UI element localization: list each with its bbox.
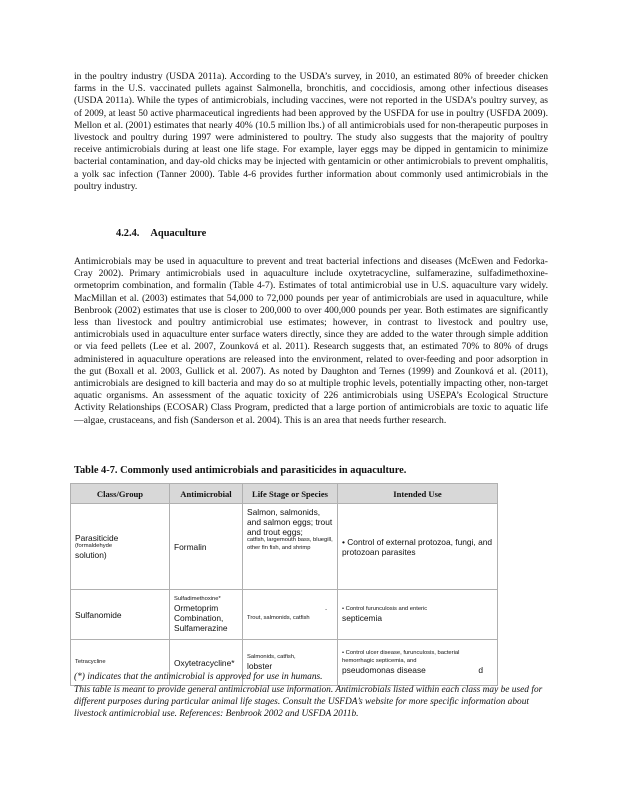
antimicrobial-name: Ormetoprim Combination, Sulfamerazine xyxy=(174,603,228,634)
cell-class xyxy=(71,504,170,590)
cell-antimicrobial xyxy=(170,590,243,640)
use-text: septicemia xyxy=(342,613,383,624)
species-main: Salmon, salmonids, and salmon eggs; trout and trout eggs; xyxy=(247,507,333,537)
body-paragraph-poultry: in the poultry industry (USDA 2011a). According to the USDA’s survey, in 2010, an estimated 80% of breeder chicken farms in the U.S. vaccinated pullets against Salmonella, bronchitis, and coccidiosis, among other infectious diseases (USDA 2011a). While the types of antimicrobials, including vaccines, were not reported in the USDA’s poultry survey, as of 2009, at least 50 active pharmaceutical ingredients had been approved by the USFDA for use in poultry (USFDA 2009). Mellon et al. (2001) estimates that nearly 40% (10.5 million lbs.) of all antimicrobials used for non-therapeutic purposes in livestock and poultry during 1997 were administered to poultry. The study also suggests that the majority of poultry receive antimicrobials during at least one life stage. For example, layer eggs may be dipped in gentamicin to minimize bacterial contamination, and day-old chicks may be injected with gentamicin or other antimicrobials to prevent omphalitis, a yolk sac infection (Tanner 2000). Table 4-6 provides further information about commonly used antimicrobials in the poultry industry. xyxy=(74,71,548,192)
species-dash: - xyxy=(325,606,327,613)
cell-class xyxy=(71,590,170,640)
species-small: Salmonids, catfish, xyxy=(247,653,296,660)
use-text-main: pseudomonas disease xyxy=(342,665,426,676)
species-small: Trout, salmonids, catfish xyxy=(247,614,310,621)
section-number: 4.2.4. xyxy=(116,228,140,239)
table-row xyxy=(71,504,498,590)
body-paragraph-aquaculture: Antimicrobials may be used in aquaculture to prevent and treat bacterial infections and diseases (McEwen and Fedorka-Cray 2002). Primary antimicrobials used in aquaculture include oxytetracycline, sulfamerazine, sulfadimethoxine-ormetoprim combination, and formalin (Table 4-7). Estimates of total antimicrobial use in U.S. aquaculture vary widely. MacMillan et al. (2003) estimates that 54,000 to 72,000 pounds per year of antimicrobials are used in aquaculture, while Benbrook (2002) estimates that use is closer to 200,000 to over 400,000 pounds per year. Both estimates are significantly less than livestock and poultry antimicrobial use estimates; however, in contrast to livestock and poultry use, antimicrobials used in aquaculture enter surface waters directly, since they are added to the water through simple addition or via feed pellets (Lee et al. 2007, Zounková et al. 2011). Research suggests that, an estimated 70% to 80% of drugs administered in aquaculture operations are released into the environment, related to over-feeding and poor adsorption in the gut (Boxall et al. 2003, Gullick et al. 2007). As noted by Daughton and Ternes (1999) and Zounková et al. (2011), antimicrobials are designed to kill bacteria and may do so at multiple trophic levels, potentially impacting other, non-target aquatic organisms. An assessment of the aquatic toxicity of 226 antimicrobials using USEPA’s Ecological Structure Activity Relationships (ECOSAR) Class Program, predicted that a large portion of antimicrobials are toxic to aquatic life—algae, crustaceans, and fish (Sanderson et al. 2004). This is an area that needs further research. xyxy=(74,256,548,426)
antimicrobial-name: Formalin xyxy=(174,541,207,552)
section-title: Aquaculture xyxy=(150,228,207,239)
table-caption: Table 4-7. Commonly used antimicrobials and parasiticides in aquaculture. xyxy=(74,465,407,476)
antimicrobials-table xyxy=(70,483,498,686)
species-small: catfish, largemouth bass, bluegill, other fin fish, and shrimp xyxy=(247,537,333,551)
header-life-stage: Life Stage or Species xyxy=(243,484,338,504)
cell-class-name: Tetracycline xyxy=(75,658,106,665)
header-intended-use: Intended Use xyxy=(338,484,498,504)
table-header-row xyxy=(71,484,498,504)
antimicrobial-name: Oxytetracycline* xyxy=(174,657,235,668)
footnote-approved: (*) indicates that the antimicrobial is approved for use in humans. xyxy=(74,672,323,682)
cell-species xyxy=(243,504,338,590)
header-class-group: Class/Group xyxy=(71,484,170,504)
cell-class-name: Parasiticide xyxy=(75,532,119,543)
use-small: • Control furunculosis and enteric xyxy=(342,605,428,612)
cell-class-name: Sulfanomide xyxy=(75,609,122,620)
antimicrobial-small: Sulfadimethoxine* xyxy=(174,595,221,602)
cell-antimicrobial xyxy=(170,504,243,590)
cell-species xyxy=(243,590,338,640)
use-text: • Control of external protozoa, fungi, and protozoan parasites xyxy=(342,536,493,557)
species-main: lobster xyxy=(247,661,273,672)
header-antimicrobial: Antimicrobial xyxy=(170,484,243,504)
section-heading xyxy=(116,228,206,239)
use-small: • Control ulcer disease, furunculosis, bacterial hemorrhagic septicemia, and xyxy=(342,649,460,664)
footnote-table-note: This table is meant to provide general antimicrobial use information. Antimicrobials listed within each class may be used for different purposes during particular animal life stages. Consult the USFDA’s website for more specific information about livestock antimicrobial use. References: Benbrook 2002 and USFDA 2011b. xyxy=(74,685,543,720)
cell-intended-use xyxy=(338,504,498,590)
cell-intended-use xyxy=(338,590,498,640)
use-stray-letter: d xyxy=(478,665,483,676)
cell-class-note: (formaldehyde xyxy=(75,542,113,549)
table-row xyxy=(71,590,498,640)
cell-class-tail: solution) xyxy=(75,550,107,561)
